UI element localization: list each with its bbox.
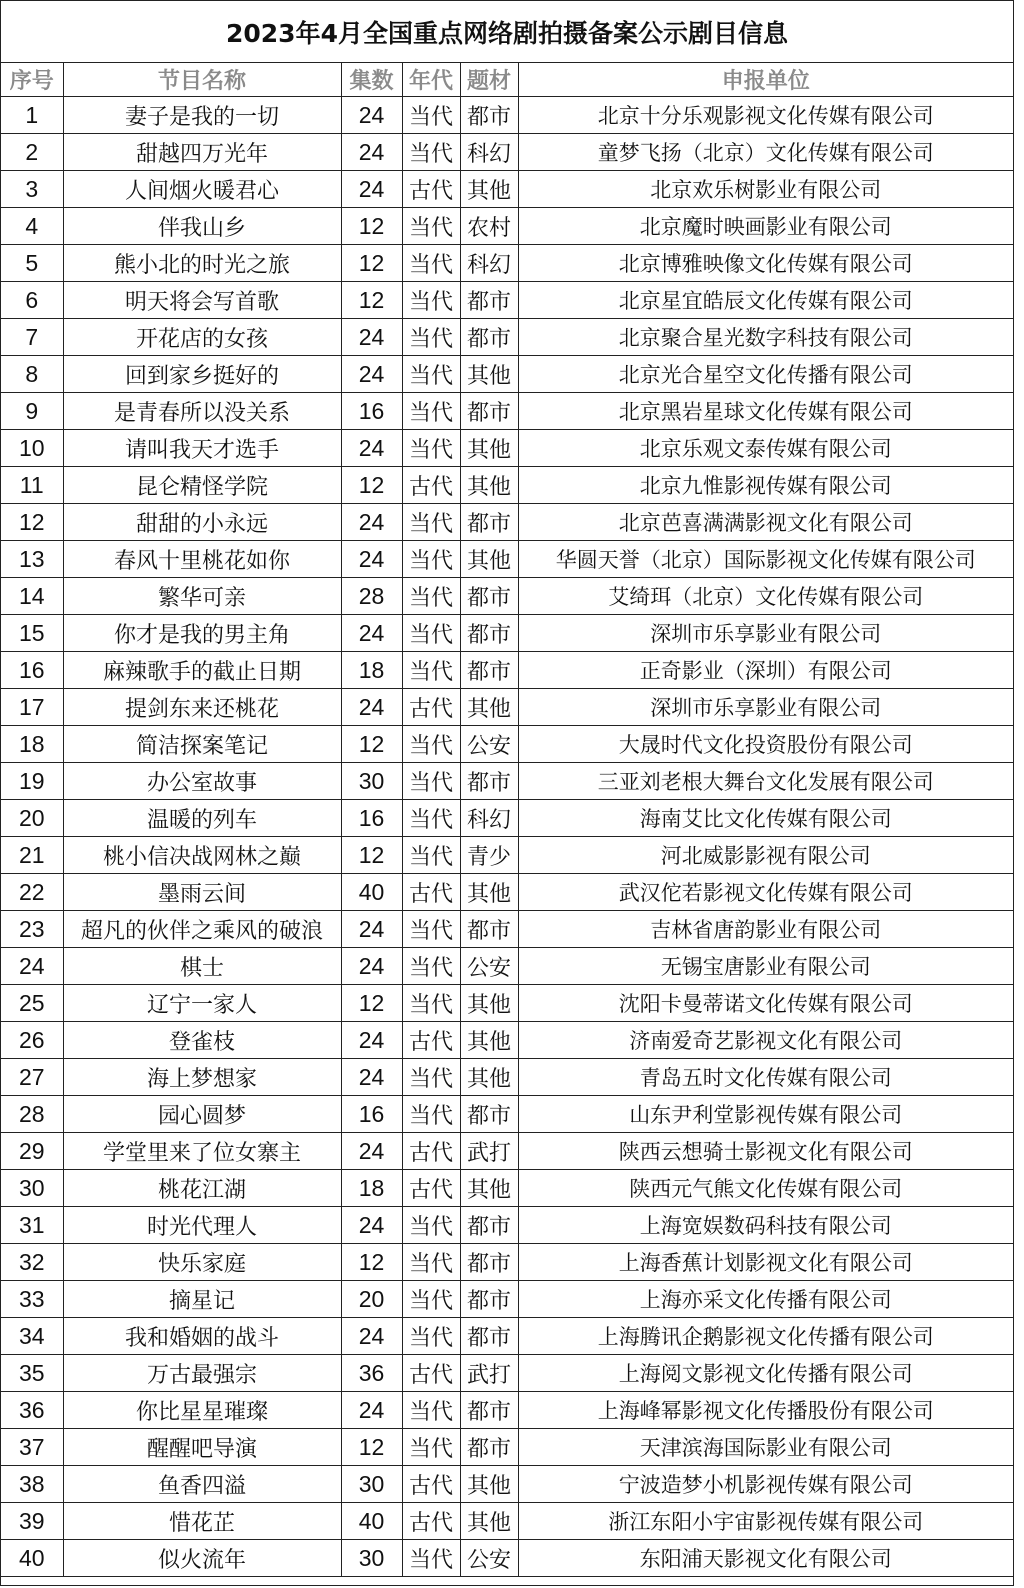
cell-era: 当代 (402, 1318, 460, 1355)
table-row (1, 1466, 1013, 1503)
cell-episodes: 24 (341, 615, 402, 652)
cell-index: 27 (1, 1059, 63, 1096)
cell-episodes: 18 (341, 652, 402, 689)
table-row (1, 1096, 1013, 1133)
cell-genre: 都市 (460, 652, 518, 689)
cell-applicant: 北京光合星空文化传播有限公司 (518, 356, 1013, 393)
cell-index: 18 (1, 726, 63, 763)
cell-index: 5 (1, 245, 63, 282)
cell-applicant: 北京聚合星光数字科技有限公司 (518, 319, 1013, 356)
cell-episodes: 28 (341, 578, 402, 615)
table-row (1, 430, 1013, 467)
cell-program-name: 繁华可亲 (63, 578, 341, 615)
cell-episodes: 24 (341, 1133, 402, 1170)
table-row (1, 1059, 1013, 1096)
cell-program-name: 摘星记 (63, 1281, 341, 1318)
cell-program-name: 桃小信决战网林之巅 (63, 837, 341, 874)
cell-applicant: 浙江东阳小宇宙影视传媒有限公司 (518, 1503, 1013, 1540)
cell-era: 当代 (402, 615, 460, 652)
cell-episodes: 12 (341, 467, 402, 504)
cell-applicant: 北京芭喜满满影视文化有限公司 (518, 504, 1013, 541)
cell-genre: 其他 (460, 467, 518, 504)
cell-index: 12 (1, 504, 63, 541)
cell-program-name: 超凡的伙伴之乘风的破浪 (63, 911, 341, 948)
cell-index: 15 (1, 615, 63, 652)
cell-genre: 其他 (460, 356, 518, 393)
cell-episodes: 12 (341, 208, 402, 245)
cell-era: 当代 (402, 837, 460, 874)
cell-era: 当代 (402, 1392, 460, 1429)
table-row (1, 948, 1013, 985)
cell-applicant: 大晟时代文化投资股份有限公司 (518, 726, 1013, 763)
cell-episodes: 24 (341, 1059, 402, 1096)
cell-program-name: 我和婚姻的战斗 (63, 1318, 341, 1355)
cell-genre: 都市 (460, 1096, 518, 1133)
cell-program-name: 简洁探案笔记 (63, 726, 341, 763)
table-row (1, 874, 1013, 911)
cell-applicant: 武汉佗若影视文化传媒有限公司 (518, 874, 1013, 911)
cell-episodes: 36 (341, 1355, 402, 1392)
cell-index: 14 (1, 578, 63, 615)
cell-program-name: 甜甜的小永远 (63, 504, 341, 541)
cell-genre: 都市 (460, 1318, 518, 1355)
table-body (1, 97, 1013, 1577)
table-row (1, 763, 1013, 800)
cell-era: 当代 (402, 541, 460, 578)
header-genre: 题材 (460, 63, 518, 97)
table-row (1, 652, 1013, 689)
cell-applicant: 北京九惟影视传媒有限公司 (518, 467, 1013, 504)
table-row (1, 356, 1013, 393)
cell-genre: 武打 (460, 1133, 518, 1170)
cell-applicant: 上海腾讯企鹅影视文化传播有限公司 (518, 1318, 1013, 1355)
cell-program-name: 醒醒吧导演 (63, 1429, 341, 1466)
cell-episodes: 30 (341, 1540, 402, 1577)
cell-applicant: 北京博雅映像文化传媒有限公司 (518, 245, 1013, 282)
cell-episodes: 24 (341, 504, 402, 541)
cell-index: 30 (1, 1170, 63, 1207)
cell-applicant: 上海宽娱数码科技有限公司 (518, 1207, 1013, 1244)
cell-era: 当代 (402, 245, 460, 282)
cell-applicant: 北京黑岩星球文化传媒有限公司 (518, 393, 1013, 430)
cell-program-name: 桃花江湖 (63, 1170, 341, 1207)
cell-genre: 都市 (460, 763, 518, 800)
cell-program-name: 办公室故事 (63, 763, 341, 800)
cell-applicant: 北京乐观文泰传媒有限公司 (518, 430, 1013, 467)
cell-era: 古代 (402, 1466, 460, 1503)
table-header (1, 63, 1013, 97)
cell-era: 当代 (402, 1429, 460, 1466)
table-row (1, 1170, 1013, 1207)
cell-episodes: 12 (341, 1244, 402, 1281)
cell-index: 32 (1, 1244, 63, 1281)
cell-applicant: 陕西元气熊文化传媒有限公司 (518, 1170, 1013, 1207)
cell-applicant: 深圳市乐享影业有限公司 (518, 689, 1013, 726)
cell-applicant: 山东尹利堂影视传媒有限公司 (518, 1096, 1013, 1133)
table-row (1, 282, 1013, 319)
table-row (1, 467, 1013, 504)
cell-applicant: 宁波造梦小机影视传媒有限公司 (518, 1466, 1013, 1503)
cell-index: 3 (1, 171, 63, 208)
cell-era: 当代 (402, 393, 460, 430)
cell-index: 19 (1, 763, 63, 800)
table-row (1, 1318, 1013, 1355)
cell-index: 4 (1, 208, 63, 245)
cell-era: 当代 (402, 1281, 460, 1318)
cell-program-name: 温暖的列车 (63, 800, 341, 837)
table-row (1, 134, 1013, 171)
cell-index: 36 (1, 1392, 63, 1429)
cell-program-name: 似火流年 (63, 1540, 341, 1577)
table-row (1, 504, 1013, 541)
cell-program-name: 登雀枝 (63, 1022, 341, 1059)
cell-index: 11 (1, 467, 63, 504)
header-episodes: 集数 (341, 63, 402, 97)
cell-era: 当代 (402, 800, 460, 837)
cell-applicant: 陕西云想骑士影视文化有限公司 (518, 1133, 1013, 1170)
table-row (1, 615, 1013, 652)
cell-era: 古代 (402, 171, 460, 208)
table-row (1, 1503, 1013, 1540)
cell-program-name: 妻子是我的一切 (63, 97, 341, 134)
cell-applicant: 无锡宝唐影业有限公司 (518, 948, 1013, 985)
cell-genre: 都市 (460, 282, 518, 319)
cell-program-name: 请叫我天才选手 (63, 430, 341, 467)
table-row (1, 985, 1013, 1022)
cell-episodes: 12 (341, 985, 402, 1022)
cell-era: 当代 (402, 911, 460, 948)
cell-genre: 其他 (460, 1022, 518, 1059)
cell-program-name: 辽宁一家人 (63, 985, 341, 1022)
cell-episodes: 12 (341, 282, 402, 319)
cell-index: 22 (1, 874, 63, 911)
cell-program-name: 提剑东来还桃花 (63, 689, 341, 726)
cell-episodes: 24 (341, 1207, 402, 1244)
cell-applicant: 三亚刘老根大舞台文化发展有限公司 (518, 763, 1013, 800)
table-row (1, 726, 1013, 763)
cell-genre: 都市 (460, 97, 518, 134)
cell-index: 39 (1, 1503, 63, 1540)
cell-era: 当代 (402, 282, 460, 319)
header-applicant: 申报单位 (518, 63, 1013, 97)
cell-era: 古代 (402, 874, 460, 911)
page-title: 2023年4月全国重点网络剧拍摄备案公示剧目信息 (1, 1, 1013, 63)
table-row (1, 1540, 1013, 1577)
cell-genre: 科幻 (460, 245, 518, 282)
cell-program-name: 海上梦想家 (63, 1059, 341, 1096)
cell-genre: 都市 (460, 1392, 518, 1429)
table-row (1, 837, 1013, 874)
header-era: 年代 (402, 63, 460, 97)
cell-index: 7 (1, 319, 63, 356)
table-row (1, 911, 1013, 948)
cell-era: 当代 (402, 504, 460, 541)
cell-index: 33 (1, 1281, 63, 1318)
cell-era: 当代 (402, 1096, 460, 1133)
cell-applicant: 童梦飞扬（北京）文化传媒有限公司 (518, 134, 1013, 171)
cell-episodes: 20 (341, 1281, 402, 1318)
table-row (1, 541, 1013, 578)
cell-program-name: 春风十里桃花如你 (63, 541, 341, 578)
cell-program-name: 麻辣歌手的截止日期 (63, 652, 341, 689)
cell-applicant: 上海阅文影视文化传播有限公司 (518, 1355, 1013, 1392)
cell-applicant: 深圳市乐享影业有限公司 (518, 615, 1013, 652)
cell-index: 34 (1, 1318, 63, 1355)
cell-index: 9 (1, 393, 63, 430)
cell-genre: 都市 (460, 319, 518, 356)
cell-index: 1 (1, 97, 63, 134)
cell-episodes: 24 (341, 1022, 402, 1059)
table-row (1, 319, 1013, 356)
cell-era: 当代 (402, 208, 460, 245)
cell-episodes: 24 (341, 430, 402, 467)
cell-era: 古代 (402, 1133, 460, 1170)
cell-era: 当代 (402, 1059, 460, 1096)
cell-applicant: 上海香蕉计划影视文化有限公司 (518, 1244, 1013, 1281)
cell-applicant: 海南艾比文化传媒有限公司 (518, 800, 1013, 837)
cell-genre: 其他 (460, 874, 518, 911)
cell-episodes: 40 (341, 874, 402, 911)
cell-index: 35 (1, 1355, 63, 1392)
table-row (1, 800, 1013, 837)
table-row (1, 578, 1013, 615)
cell-applicant: 艾绮珥（北京）文化传媒有限公司 (518, 578, 1013, 615)
cell-episodes: 24 (341, 356, 402, 393)
cell-genre: 其他 (460, 1059, 518, 1096)
cell-genre: 公安 (460, 726, 518, 763)
cell-applicant: 北京魔时映画影业有限公司 (518, 208, 1013, 245)
cell-program-name: 昆仑精怪学院 (63, 467, 341, 504)
cell-genre: 都市 (460, 1207, 518, 1244)
cell-program-name: 万古最强宗 (63, 1355, 341, 1392)
cell-episodes: 18 (341, 1170, 402, 1207)
cell-era: 当代 (402, 356, 460, 393)
cell-index: 16 (1, 652, 63, 689)
cell-era: 当代 (402, 430, 460, 467)
cell-era: 当代 (402, 726, 460, 763)
cell-era: 当代 (402, 985, 460, 1022)
cell-era: 当代 (402, 1207, 460, 1244)
cell-episodes: 24 (341, 1318, 402, 1355)
table-row (1, 1281, 1013, 1318)
cell-genre: 其他 (460, 985, 518, 1022)
cell-episodes: 16 (341, 800, 402, 837)
cell-episodes: 12 (341, 726, 402, 763)
cell-applicant: 河北威影影视有限公司 (518, 837, 1013, 874)
cell-era: 当代 (402, 319, 460, 356)
cell-index: 10 (1, 430, 63, 467)
cell-genre: 都市 (460, 1281, 518, 1318)
table-row (1, 171, 1013, 208)
cell-applicant: 青岛五时文化传媒有限公司 (518, 1059, 1013, 1096)
table-row (1, 1355, 1013, 1392)
cell-episodes: 12 (341, 1429, 402, 1466)
cell-index: 20 (1, 800, 63, 837)
cell-genre: 其他 (460, 1170, 518, 1207)
cell-genre: 武打 (460, 1355, 518, 1392)
cell-program-name: 你比星星璀璨 (63, 1392, 341, 1429)
cell-program-name: 学堂里来了位女寨主 (63, 1133, 341, 1170)
cell-episodes: 30 (341, 763, 402, 800)
cell-genre: 青少 (460, 837, 518, 874)
table-row (1, 208, 1013, 245)
header-program-name: 节目名称 (63, 63, 341, 97)
cell-episodes: 24 (341, 541, 402, 578)
cell-applicant: 吉林省唐韵影业有限公司 (518, 911, 1013, 948)
cell-genre: 其他 (460, 689, 518, 726)
table-row (1, 97, 1013, 134)
cell-index: 17 (1, 689, 63, 726)
cell-index: 6 (1, 282, 63, 319)
cell-genre: 都市 (460, 504, 518, 541)
cell-index: 21 (1, 837, 63, 874)
cell-episodes: 24 (341, 948, 402, 985)
cell-applicant: 北京十分乐观影视文化传媒有限公司 (518, 97, 1013, 134)
cell-genre: 都市 (460, 615, 518, 652)
cell-episodes: 24 (341, 689, 402, 726)
cell-genre: 其他 (460, 430, 518, 467)
cell-program-name: 熊小北的时光之旅 (63, 245, 341, 282)
cell-genre: 都市 (460, 1429, 518, 1466)
table-row (1, 689, 1013, 726)
table-row (1, 1429, 1013, 1466)
header-row (1, 63, 1013, 97)
cell-genre: 公安 (460, 1540, 518, 1577)
cell-index: 31 (1, 1207, 63, 1244)
cell-genre: 都市 (460, 1244, 518, 1281)
cell-genre: 其他 (460, 541, 518, 578)
table-row (1, 1207, 1013, 1244)
table-row (1, 1133, 1013, 1170)
registration-table (1, 63, 1013, 1577)
cell-genre: 都市 (460, 393, 518, 430)
cell-program-name: 快乐家庭 (63, 1244, 341, 1281)
cell-program-name: 惜花芷 (63, 1503, 341, 1540)
cell-genre: 农村 (460, 208, 518, 245)
cell-episodes: 24 (341, 1392, 402, 1429)
cell-program-name: 是青春所以没关系 (63, 393, 341, 430)
cell-episodes: 24 (341, 171, 402, 208)
table-row (1, 1392, 1013, 1429)
cell-era: 当代 (402, 134, 460, 171)
cell-episodes: 30 (341, 1466, 402, 1503)
cell-episodes: 16 (341, 1096, 402, 1133)
cell-applicant: 天津滨海国际影业有限公司 (518, 1429, 1013, 1466)
cell-episodes: 24 (341, 911, 402, 948)
cell-index: 29 (1, 1133, 63, 1170)
cell-episodes: 40 (341, 1503, 402, 1540)
cell-genre: 都市 (460, 578, 518, 615)
cell-era: 古代 (402, 1503, 460, 1540)
table-row (1, 1022, 1013, 1059)
cell-program-name: 鱼香四溢 (63, 1466, 341, 1503)
cell-era: 古代 (402, 1355, 460, 1392)
cell-genre: 科幻 (460, 800, 518, 837)
cell-index: 23 (1, 911, 63, 948)
cell-era: 古代 (402, 1170, 460, 1207)
cell-program-name: 墨雨云间 (63, 874, 341, 911)
cell-applicant: 东阳浦天影视文化有限公司 (518, 1540, 1013, 1577)
cell-episodes: 24 (341, 97, 402, 134)
cell-index: 2 (1, 134, 63, 171)
cell-index: 40 (1, 1540, 63, 1577)
cell-index: 24 (1, 948, 63, 985)
cell-program-name: 棋士 (63, 948, 341, 985)
cell-era: 当代 (402, 948, 460, 985)
header-index: 序号 (1, 63, 63, 97)
cell-era: 当代 (402, 763, 460, 800)
table-row (1, 393, 1013, 430)
cell-applicant: 北京星宜皓辰文化传媒有限公司 (518, 282, 1013, 319)
cell-applicant: 沈阳卡曼蒂诺文化传媒有限公司 (518, 985, 1013, 1022)
cell-episodes: 12 (341, 837, 402, 874)
cell-program-name: 开花店的女孩 (63, 319, 341, 356)
cell-applicant: 北京欢乐树影业有限公司 (518, 171, 1013, 208)
table-row (1, 1244, 1013, 1281)
cell-era: 古代 (402, 1022, 460, 1059)
cell-program-name: 园心圆梦 (63, 1096, 341, 1133)
cell-program-name: 你才是我的男主角 (63, 615, 341, 652)
cell-program-name: 明天将会写首歌 (63, 282, 341, 319)
cell-program-name: 回到家乡挺好的 (63, 356, 341, 393)
cell-era: 当代 (402, 97, 460, 134)
cell-era: 当代 (402, 652, 460, 689)
cell-genre: 都市 (460, 911, 518, 948)
cell-era: 古代 (402, 467, 460, 504)
cell-era: 当代 (402, 1540, 460, 1577)
cell-index: 25 (1, 985, 63, 1022)
cell-index: 38 (1, 1466, 63, 1503)
cell-index: 26 (1, 1022, 63, 1059)
cell-genre: 其他 (460, 1466, 518, 1503)
cell-applicant: 济南爱奇艺影视文化有限公司 (518, 1022, 1013, 1059)
cell-applicant: 上海峰幂影视文化传播股份有限公司 (518, 1392, 1013, 1429)
cell-era: 古代 (402, 689, 460, 726)
cell-program-name: 人间烟火暖君心 (63, 171, 341, 208)
cell-era: 当代 (402, 1244, 460, 1281)
cell-program-name: 时光代理人 (63, 1207, 341, 1244)
cell-index: 37 (1, 1429, 63, 1466)
cell-genre: 科幻 (460, 134, 518, 171)
cell-genre: 公安 (460, 948, 518, 985)
cell-applicant: 华圆天誉（北京）国际影视文化传媒有限公司 (518, 541, 1013, 578)
cell-genre: 其他 (460, 1503, 518, 1540)
cell-applicant: 正奇影业（深圳）有限公司 (518, 652, 1013, 689)
cell-applicant: 上海亦采文化传播有限公司 (518, 1281, 1013, 1318)
cell-index: 28 (1, 1096, 63, 1133)
cell-episodes: 16 (341, 393, 402, 430)
cell-episodes: 24 (341, 319, 402, 356)
cell-era: 当代 (402, 578, 460, 615)
cell-genre: 其他 (460, 171, 518, 208)
cell-program-name: 甜越四万光年 (63, 134, 341, 171)
cell-episodes: 24 (341, 134, 402, 171)
table-row (1, 245, 1013, 282)
cell-program-name: 伴我山乡 (63, 208, 341, 245)
cell-episodes: 12 (341, 245, 402, 282)
cell-index: 8 (1, 356, 63, 393)
cell-index: 13 (1, 541, 63, 578)
